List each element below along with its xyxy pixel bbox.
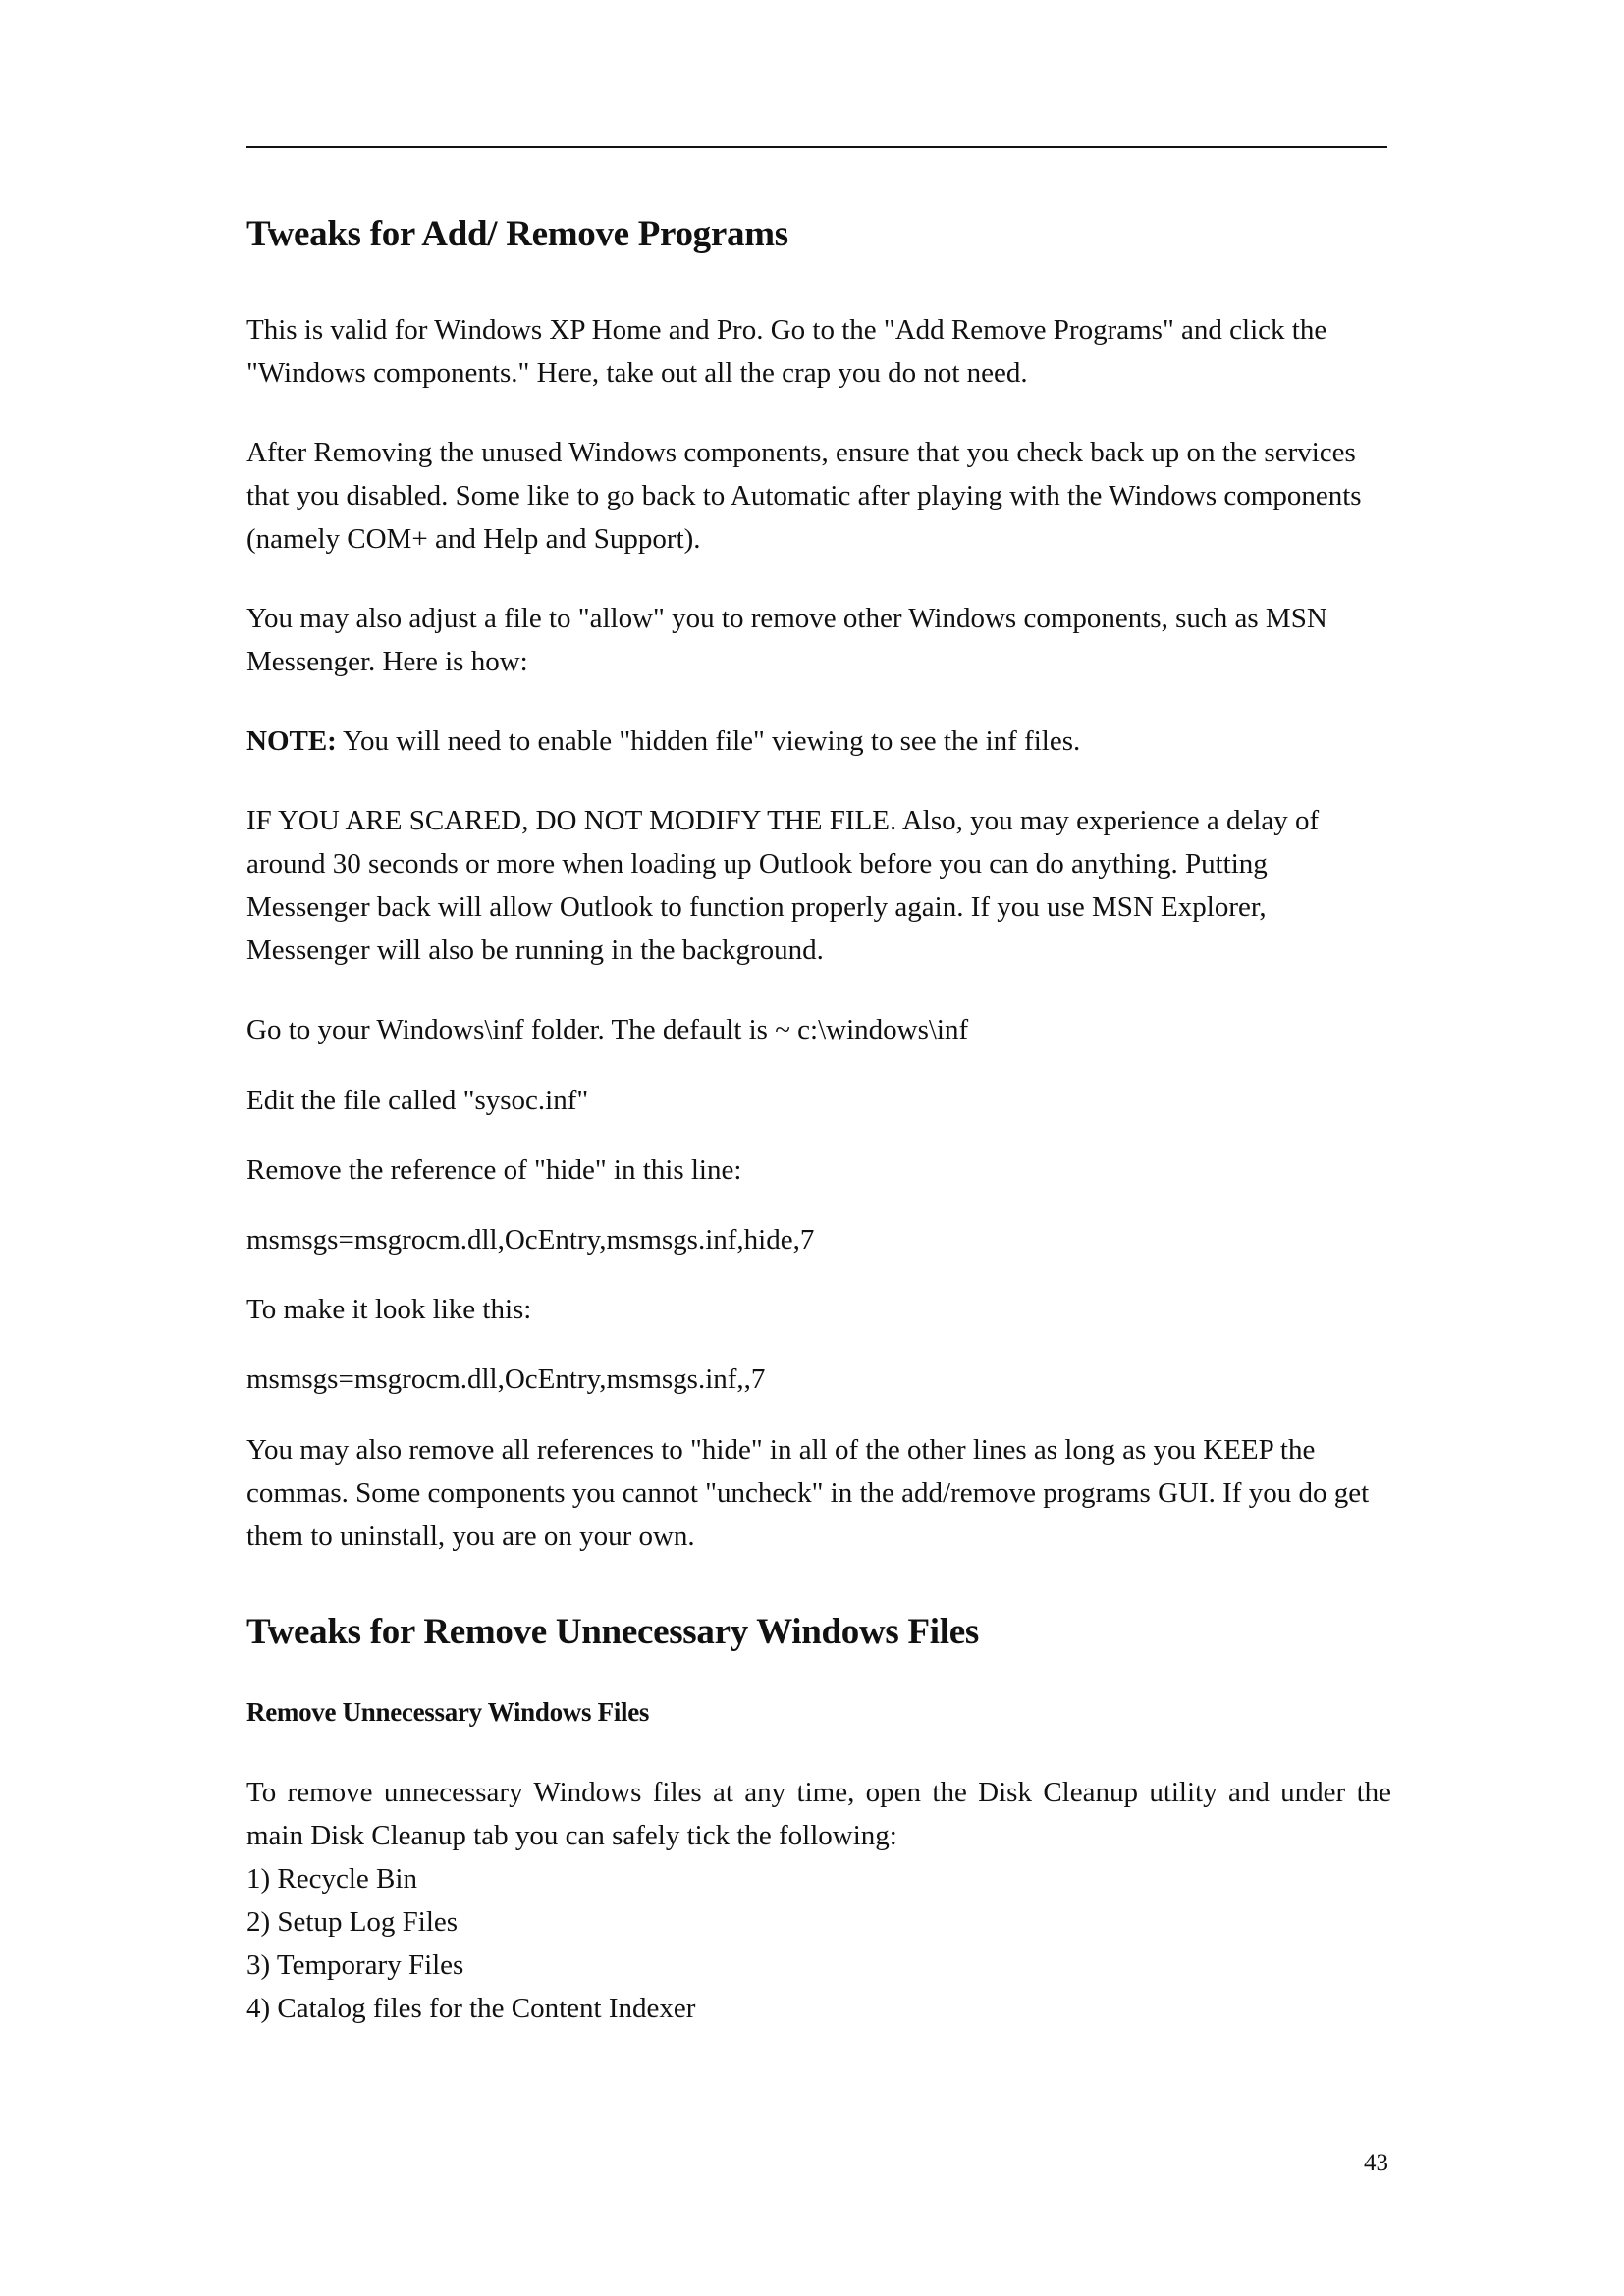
subheading-remove-files: Remove Unnecessary Windows Files: [246, 1697, 650, 1727]
list-item: 2) Setup Log Files: [246, 1906, 459, 1938]
code-line-modified: msmsgs=msgrocm.dll,OcEntry,msmsgs.inf,,7: [246, 1363, 766, 1395]
paragraph-other-references: You may also remove all references to "hide" in all of the other lines as long as you KEEP the commas. Some components you cannot "uncheck" in the add/remove programs GUI. If you do get them to uninstall, you are on your own.: [246, 1434, 1370, 1552]
note-text: You will need to enable "hidden file" viewing to see the inf files.: [336, 725, 1081, 757]
code-line-original: msmsgs=msgrocm.dll,OcEntry,msmsgs.inf,hide,7: [246, 1224, 815, 1255]
paragraph-warning: IF YOU ARE SCARED, DO NOT MODIFY THE FILE. Also, you may experience a delay of around 30 seconds or more when loading up Outlook before you can do anything. Putting Messenger back will allow Outlook to function properly again. If you use MSN Explorer, Messenger will also be running in the background.: [246, 805, 1320, 966]
page-number: 43: [1364, 2150, 1388, 2176]
section-heading-add-remove-programs: Tweaks for Add/ Remove Programs: [246, 214, 788, 254]
page-content: [246, 210, 1391, 2030]
section-heading-remove-files: Tweaks for Remove Unnecessary Windows Files: [246, 1612, 979, 1652]
header-rule: [246, 146, 1387, 148]
paragraph-adjust-file: You may also adjust a file to "allow" you to remove other Windows components, such as MSN Messenger. Here is how:: [246, 603, 1327, 677]
list-item: 1) Recycle Bin: [246, 1863, 417, 1895]
list-item: 4) Catalog files for the Content Indexer: [246, 1993, 696, 2024]
note-paragraph: [246, 720, 1391, 763]
paragraph-remove-reference: Remove the reference of "hide" in this line:: [246, 1154, 742, 1186]
note-label: NOTE:: [246, 725, 337, 757]
paragraph-services: After Removing the unused Windows components, ensure that you check back up on the services that you disabled. Some like to go back to Automatic after playing with the Windows components (namely COM+ and Help and Support).: [246, 437, 1362, 555]
paragraph-inf-folder: Go to your Windows\inf folder. The default is ~ c:\windows\inf: [246, 1014, 969, 1045]
paragraph-edit-file: Edit the file called "sysoc.inf": [246, 1085, 589, 1116]
cleanup-list: [246, 1857, 1391, 2030]
paragraph-make-look: To make it look like this:: [246, 1294, 532, 1325]
paragraph-intro: This is valid for Windows XP Home and Pro. Go to the "Add Remove Programs" and click the "Windows components." Here, take out all the crap you do not need.: [246, 314, 1327, 389]
list-item: 3) Temporary Files: [246, 1949, 464, 1981]
paragraph-disk-cleanup: To remove unnecessary Windows files at any time, open the Disk Cleanup utility and under the main Disk Cleanup tab you can safely tick the following:: [246, 1777, 1391, 1851]
